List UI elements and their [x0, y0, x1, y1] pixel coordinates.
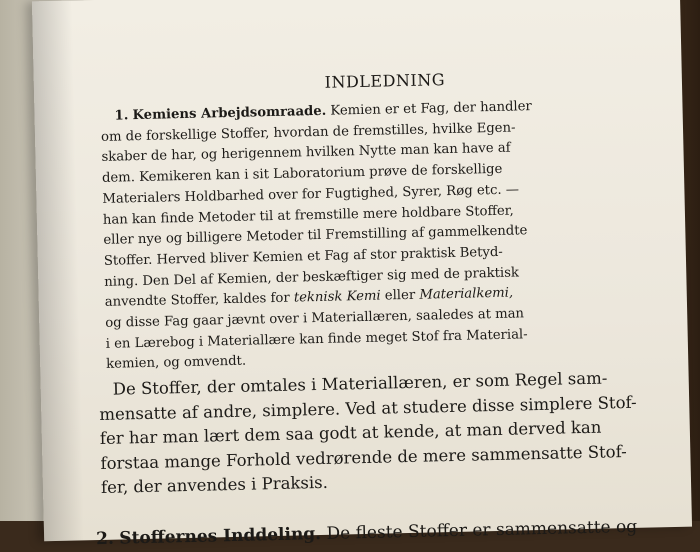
section-2-number: 2.	[95, 528, 115, 549]
text-line: skaber de har, og herigennem hvilken Nytte man kan have af	[101, 141, 511, 166]
text-line: dem. Kemikeren kan i sit Laboratorium prøve de forskellige	[101, 161, 503, 186]
text-line-content: anvendte Stoffer, kaldes for	[104, 290, 295, 311]
section-2	[96, 514, 636, 550]
text-line: og disse Fag gaar jævnt over i Materiallæren, saaledes at man	[105, 306, 525, 331]
term-materialkemi: Materialkemi,	[419, 285, 514, 304]
text-line: forstaa mange Forhold vedrørende de mere sammensatte Stof-	[100, 441, 627, 473]
text-line: fer, der anvendes i Praksis.	[100, 472, 329, 498]
chapter-title: INDLEDNING	[324, 70, 446, 92]
text-line: han kan finde Metoder til at fremstille mere holdbare Stoffer,	[102, 203, 514, 228]
text-line: kemien, og omvendt.	[106, 354, 247, 373]
text-line: eller nye og billigere Metoder til Fremstilling af gammelkendte	[103, 223, 528, 249]
section-1-heading: Kemiens Arbejdsomraade.	[132, 103, 327, 124]
text-line: Stoffer. Herved bliver Kemien et Fag af stor praktisk Betyd-	[103, 244, 503, 269]
section-1	[86, 95, 632, 376]
text-line: De Stoffer, der omtales i Materiallæren, er som Regel sam-	[112, 368, 608, 399]
paragraph-2	[93, 366, 636, 501]
section-2-heading: Stoffernes Inddeling.	[119, 523, 322, 549]
book-page	[32, 0, 692, 549]
page-content	[86, 66, 637, 551]
text-connector: eller	[380, 288, 420, 304]
text-line: fer har man lært dem saa godt at kende, at man derved kan	[99, 417, 602, 449]
term-teknisk-kemi: teknisk Kemi	[293, 288, 381, 306]
text-line	[96, 514, 636, 550]
text-line: om de forskellige Stoffer, hvordan de fremstilles, hvilke Egen-	[100, 120, 516, 145]
text-line: Materialers Holdbarhed over for Fugtighed, Syrer, Røg etc. —	[102, 182, 520, 207]
text-line: ning. Den Del af Kemien, der beskæftiger sig med de praktisk	[104, 265, 520, 290]
text-line-content: De fleste Stoffer er sammensatte og	[320, 516, 638, 544]
text-line-content: Kemien er et Fag, der handler	[326, 99, 532, 119]
text-line: mensatte af andre, simplere. Ved at studere disse simplere Stof-	[99, 392, 637, 424]
text-line: i en Lærebog i Materiallære kan finde meget Stof fra Material-	[105, 326, 528, 352]
section-1-number: 1.	[114, 108, 129, 124]
